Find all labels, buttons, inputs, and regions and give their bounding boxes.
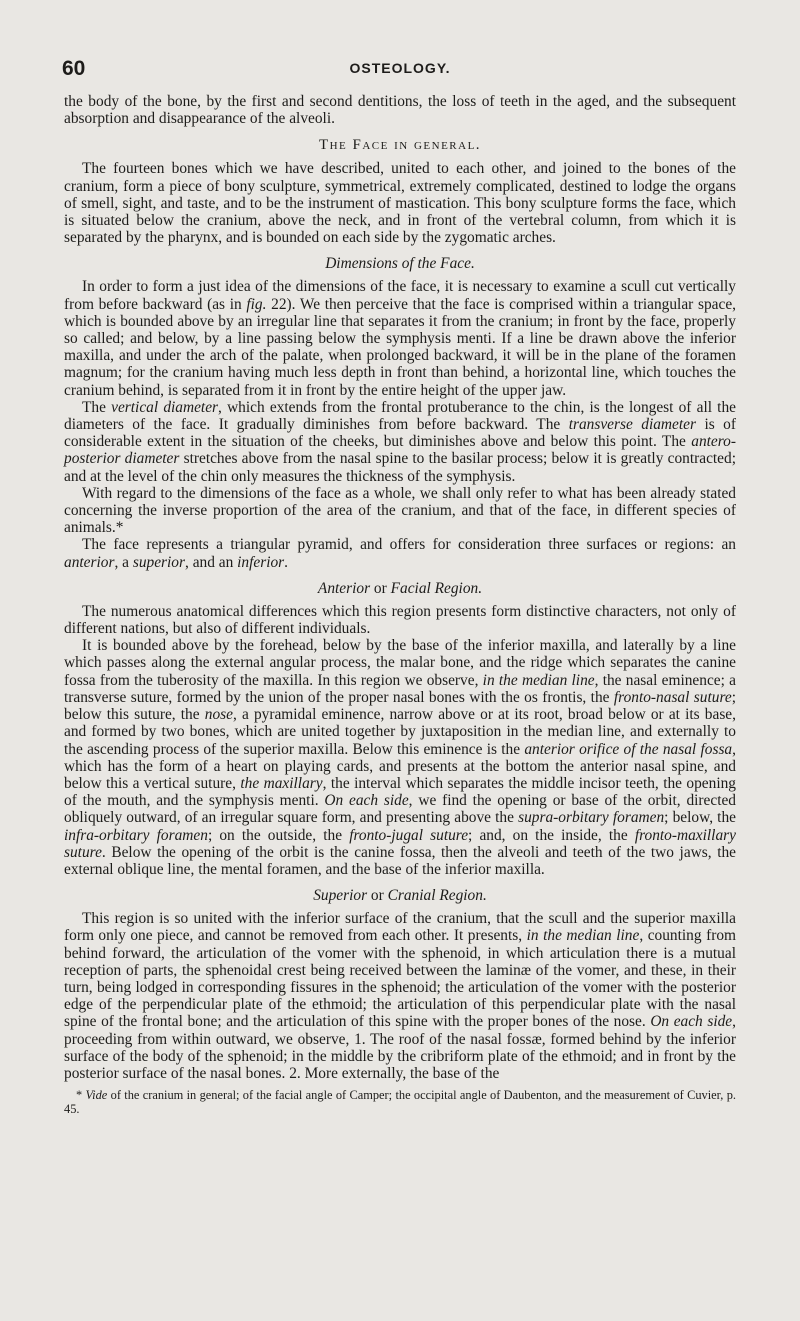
dimensions-paragraph-4: The face represents a triangular pyramid, and offers for consideration three surfaces or regions: an anterior, a superior, and an inferior. [64,536,736,571]
dimensions-paragraph-1: In order to form a just idea of the dimensions of the face, it is necessary to examine a scull cut vertically from before backward (as in fig. 22). We then perceive that the face is comprised within a triangular space, which is bounded above by an irregular line that separates it from the cranium; in front by the face, properly so called; and below, by a line passing below the symphysis menti. If a line be drawn above the inferior maxilla, and under the arch of the palate, when prolonged backward, it will be in the plane of the foramen magnum; for the cranium having much less depth in front than behind, a horizontal line, which touches the cranium behind, is separated from it in front by the entire height of the upper jaw. [64,278,736,399]
anterior-paragraph-2: It is bounded above by the forehead, below by the base of the inferior maxilla, and laterally by a line which passes along the external angular process, the malar bone, and the ridge which separates the canine fossa from the tuberosity of the maxilla. In this region we observe, in the median line, the nasal eminence; a transverse suture, formed by the union of the proper nasal bones with the os frontis, the fronto-nasal suture; below this suture, the nose, a pyramidal eminence, narrow above or at its root, broad below or at its base, and formed by two bones, which are united together by juxtaposition in the median line, and externally to the ascending process of the superior maxilla. Below this eminence is the anterior orifice of the nasal fossa, which has the form of a heart on playing cards, and presents at the bottom the anterior nasal spine, and below this a vertical suture, the maxillary, the interval which separates the middle incisor teeth, the opening of the mouth, and the symphysis menti. On each side, we find the opening or base of the orbit, directed obliquely outward, of an irregular square form, and presenting above the supra-orbitary foramen; below, the infra-orbitary foramen; on the outside, the fronto-jugal suture; and, on the inside, the fronto-maxillary suture. Below the opening of the orbit is the canine fossa, then the alveoli and teeth of the two jaws, the external oblique line, the mental foramen, and the base of the inferior maxilla. [64,637,737,878]
dimensions-paragraph-2: The vertical diameter, which extends from the frontal protuberance to the chin, is the longest of all the diameters of the face. It gradually diminishes from before backward. The transverse diameter is of considerable extent in the situation of the cheeks, but diminishes above and below this point. The antero-posterior diameter stretches above from the nasal spine to the basilar process; below it is greatly contracted; and at the level of the chin only measures the thickness of the symphysis. [64,398,736,485]
anterior-paragraph-1: The numerous anatomical differences which this region presents form distinctive characters, not only of different nations, but also of different individuals. [64,602,736,638]
running-head: OSTEOLOGY. [349,60,451,76]
footnote: * Vide of the cranium in general; of the facial angle of Camper; the occipital angle of Daubenton, and the measurement of Cuvier, p. 45. [64,1088,737,1117]
superior-paragraph-1: This region is so united with the inferior surface of the cranium, that the scull and the superior maxilla form only one piece, and cannot be removed from each other. It presents, in the median line, counting from behind forward, the articulation of the vomer with the sphenoid, in which articulation there is a mutual reception of parts, the sphenoidal crest being received between the laminæ of the vomer, and these, in their turn, being lodged in corresponding fissures in the sphenoid; the articulation of the vomer with the posterior edge of the perpendicular plate of the ethmoid; the articulation of this perpendicular plate with the nasal spine of the frontal bone; and the articulation of this spine with the proper bones of the nose. On each side, proceeding from within outward, we observe, 1. The roof of the nasal fossæ, formed behind by the inferior surface of the body of the sphenoid; in the middle by the cribriform plate of the ethmoid; and in front by the posterior surface of the nasal bones. 2. More externally, the base of the [64,910,737,1082]
dimensions-paragraph-3: With regard to the dimensions of the face as a whole, we shall only refer to what has been already stated concerning the inverse proportion of the area of the cranium, and that of the face, in different species of animals.* [64,484,736,537]
section-title: The Face in general. [318,137,482,154]
page-number: 60 [62,57,86,80]
continuation-paragraph: the body of the bone, by the first and second dentitions, the loss of teeth in the aged, and the subsequent absorption and disappearance of the alveoli. [64,93,736,128]
superior-region-heading: Superior or Cranial Region. [313,887,487,905]
anterior-region-heading: Anterior or Facial Region. [317,579,483,597]
face-intro-paragraph: The fourteen bones which we have described, united to each other, and joined to the bones of the cranium, form a piece of bony sculpture, symmetrical, extremely complicated, destined to lodge the organs of smell, sight, and taste, and to be the instrument of mastication. This bony sculpture forms the face, which is situated below the cranium, above the neck, and in front of the vertebral column, from which it is separated by the pharynx, and is bounded on each side by the zygomatic arches. [64,160,736,247]
dimensions-heading: Dimensions of the Face. [325,255,475,273]
